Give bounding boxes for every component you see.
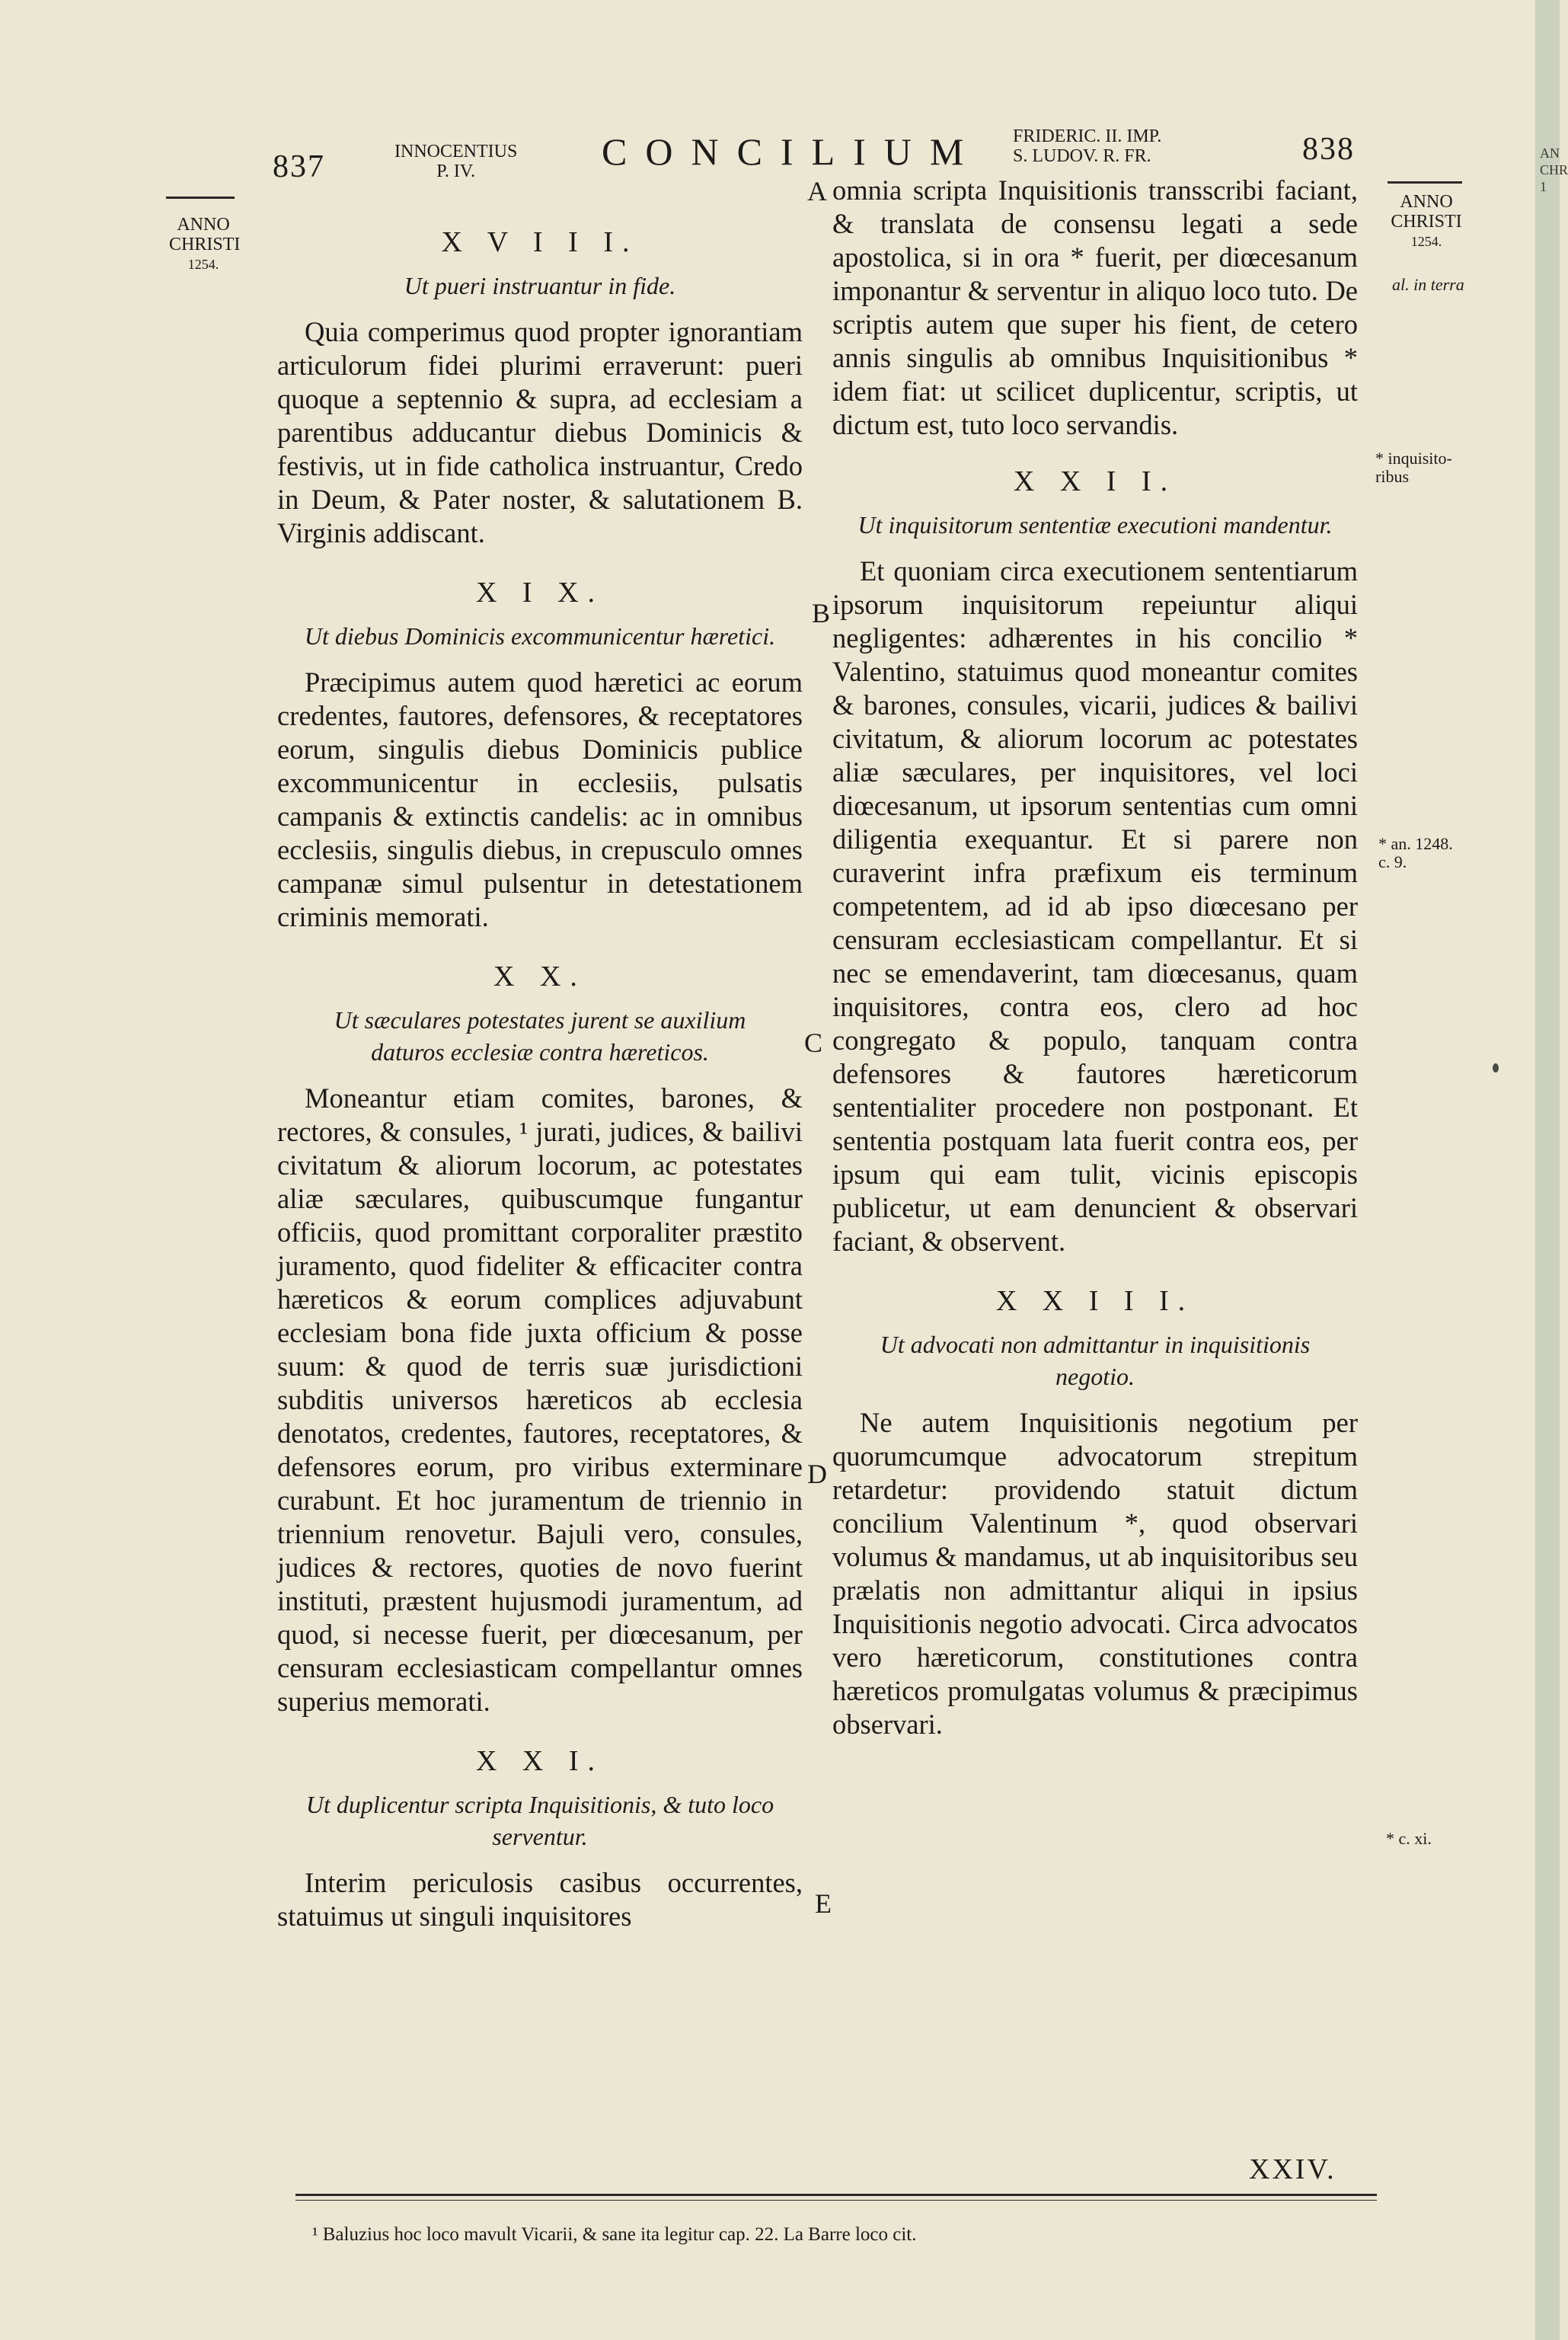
footnote-rule: [295, 2194, 1377, 2196]
right-margin-rule: [1388, 181, 1462, 184]
section-text-19: Præcipimus autem quod hæretici ac eorum credentes, fautores, defensores, & receptatores eorum, singulis diebus Dominicis publice excommunicentur in ecclesiis, pulsatis campanis & extinctis candelis: ac in omnibus ecclesiis, singulis diebus, in crepusculo omnes campanæ simul pulsentur in detestationem criminis memorati.: [277, 667, 803, 932]
section-number-19: X I X.: [475, 577, 605, 609]
catchword: XXIV.: [1249, 2153, 1336, 2185]
section-title-23: Ut advocati non admittantur in inquisitionis negotio.: [880, 1331, 1311, 1390]
left-column: [277, 206, 803, 1941]
section-title-19: Ut diebus Dominicis excommunicentur hæretici.: [304, 622, 776, 650]
margin-note-al-in-terra: al. in terra: [1392, 275, 1464, 294]
header-emperor: FRIDERIC. II. IMP. S. LUDOV. R. FR.: [1013, 126, 1162, 166]
section-number-22: X X I I.: [1013, 465, 1177, 497]
section-letter-a: A: [807, 176, 827, 206]
right-column: [832, 174, 1358, 1749]
paper-speck: [1493, 1063, 1499, 1072]
section-number-21: X X I.: [475, 1745, 605, 1777]
left-anno-christi: ANNO CHRISTI 1254.: [169, 215, 241, 272]
running-title: CONCILIUM: [602, 130, 982, 173]
margin-note-an-1248: * an. 1248. c. 9.: [1378, 834, 1453, 871]
right-anno-christi: ANNO CHRISTI 1254.: [1391, 192, 1462, 249]
edge-margin-text: AN CHR 1: [1540, 145, 1568, 194]
left-margin-rule: [166, 197, 235, 199]
page-number-left: 837: [273, 149, 325, 184]
section-letter-d: D: [807, 1459, 827, 1489]
section-title-18: Ut pueri instruantur in fide.: [404, 272, 676, 299]
footnote-rule-thin: [295, 2200, 1377, 2201]
section-letter-c: C: [804, 1028, 823, 1058]
section-text-18: Quia comperimus quod propter ignorantiam articulorum fidei plurimi erraverunt: pueri quoque a septennio & supra, ad ecclesiam a parentibus adducantur diebus Dominicis & festivis, ut in fide catholica instruantur, Credo in Deum, & Pater noster, & salutationem B. Virginis addiscant.: [277, 316, 803, 548]
margin-note-c-xi: * c. xi.: [1386, 1829, 1432, 1848]
section-text-23: Ne autem Inquisitionis negotium per quorumcumque advocatorum strepitum retardetur: providendo statuit dictum concilium Valentinum *, quod observari volumus & mandamus, ut ab inquisitoribus seu prælatis non admittantur aliqui in ipsius Inquisitionis negotio advocati. Circa advocatos vero hæreticorum, constitutiones contra hæreticos promulgatas volumus & præcipimus observari.: [832, 1407, 1358, 1740]
next-page-edge: [1535, 0, 1568, 2340]
section-title-21: Ut duplicentur scripta Inquisitionis, & tuto loco serventur.: [305, 1791, 774, 1850]
footnote: ¹ Baluzius hoc loco mavult Vicarii, & sane ita legitur cap. 22. La Barre loco cit.: [312, 2224, 917, 2245]
header-pope: INNOCENTIUS P. IV.: [394, 142, 518, 181]
section-number-18: X V I I I.: [441, 226, 639, 258]
section-title-20: Ut sæculares potestates jurent se auxilium daturos ecclesiæ contra hæreticos.: [334, 1006, 746, 1066]
margin-note-inquisitoribus: * inquisito- ribus: [1375, 449, 1452, 486]
section-letter-e: E: [815, 1888, 832, 1919]
page-number-right: 838: [1302, 132, 1355, 167]
section-number-23: X X I I I.: [995, 1285, 1195, 1317]
section-title-22: Ut inquisitorum sententiæ executioni mandentur.: [857, 511, 1333, 539]
section-text-20: Moneantur etiam comites, barones, & rectores, & consules, ¹ jurati, judices, & bailivi civitatum & aliorum locorum, ac potestates aliæ sæculares, quibuscumque fungantur officiis, quod promittant corporaliter præstito juramento, quod fideliter & efficaciter contra hæreticos & eorum complices adjuvabunt ecclesiam bona fide juxta officium & posse suum: & quod de terris suæ jurisdictioni subditis universos hæreticos ab ecclesia denotatos, credentes, fautores, receptatores, & defensores eorum, pro viribus exterminare curabunt. Et hoc juramentum de triennio in triennium renovetur. Bajuli vero, consules, judices & rectores, quoties de novo fuerint instituti, præstent hujusmodi juramentum, ad quod, si necesse fuerit, per diœcesanum, per censuram ecclesiasticam compellantur omnes superius memorati.: [277, 1082, 803, 1717]
section-text-22: Et quoniam circa executionem sententiarum ipsorum inquisitorum repeiuntur aliqui negligentes: adhærentes in his concilio * Valentino, statuimus quod moneantur comites & barones, consules, vicarii, judices & bailivi civitatum, & aliorum locorum ac potestates aliæ sæculares, per inquisitores, vel loci diœcesanum, ut ipsorum sententias cum omni diligentia exequantur. Et si parere non curaverint infra præfixum eis terminum competentem, ad id ab ipso diœcesano per censuram ecclesiasticam compellantur. Et si nec se emendaverint, tam diœcesanus, quam inquisitores, contra eos, clero ad hoc congregato & populo, tanquam contra defensores & fautores hæreticorum sententialiter procedere non postponant. Et sententia postquam lata fuerit contra eos, per ipsum qui eam tulit, vicinis episcopis publicetur, ut eam denuncient & observari faciant, & observent.: [832, 555, 1358, 1257]
section-letter-b: B: [812, 598, 831, 628]
section-number-20: X X.: [493, 961, 586, 993]
continued-text: omnia scripta Inquisitionis transscribi faciant, & translata de consensu legati a sede apostolica, si in ora * fuerit, per diœcesanum imponantur & serventur in aliquo loco tuto. De scriptis autem que super his fient, de cetero annis singulis ab omnibus Inquisitionibus * idem fiat: ut scilicet duplicentur, scriptis, ut dictum est, tuto loco servandis.: [832, 174, 1358, 440]
section-text-21: Interim periculosis casibus occurrentes, statuimus ut singuli inquisitores: [277, 1867, 803, 1932]
